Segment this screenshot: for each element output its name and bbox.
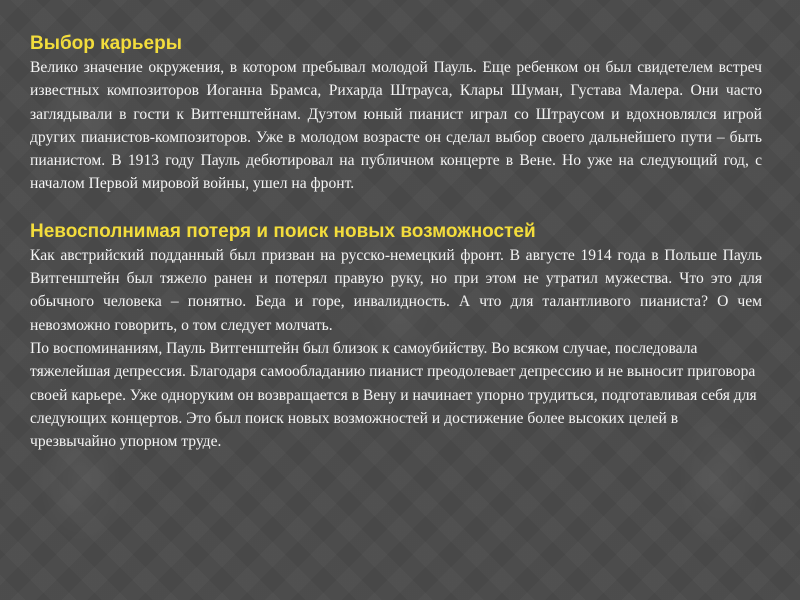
paragraph-front-injury: Как австрийский подданный был призван на русско-немецкий фронт. В августе 1914 года в Польше Пауль Витгенштейн был тяжело ранен и потерял правую руку, но при этом не утратил мужества. Что это для обычного человека – понятно. Беда и горе, инвалидность. А что для талантливого пианиста? О чем невозможно говорить, о том следует молчать. — [30, 246, 762, 334]
paragraph-career-choice: Велико значение окружения, в котором пребывал молодой Пауль. Еще ребенком он был свидетелем встреч известных композиторов Иоганна Брамса, Рихарда Штрауса, Клары Шуман, Густава Малера. Они часто заглядывали в гости к Витгенштейнам. Дуэтом юный пианист играл со Штраусом и вдохновлялся игрой других пианистов-композиторов. Уже в молодом возрасте он сделал выбор своего дальнейшего пути – быть пианистом. В 1913 году Пауль дебютировал на публичном концерте в Вене. Но уже на следующий год, с началом Первой мировой войны, ушел на фронт. — [30, 59, 762, 193]
slide-content — [30, 32, 762, 453]
section-title-loss-and-search: Невосполнимая потеря и поиск новых возможностей — [30, 220, 536, 242]
section-gap — [30, 196, 762, 220]
section-title-career-choice: Выбор карьеры — [30, 33, 182, 54]
paragraph-depression-recovery: По воспоминаниям, Пауль Витгенштейн был близок к самоубийству. Во всяком случае, последовала тяжелейшая депрессия. Благодаря самообладанию пианист преодолевает депрессию и не выносит приговора своей карьере. Уже одноруким он возвращается в Вену и начинает упорно трудиться, подготавливая себя для следующих концертов. Это был поиск новых возможностей и достижение более высоких целей в чрезвычайно упорном труде. — [30, 339, 757, 451]
